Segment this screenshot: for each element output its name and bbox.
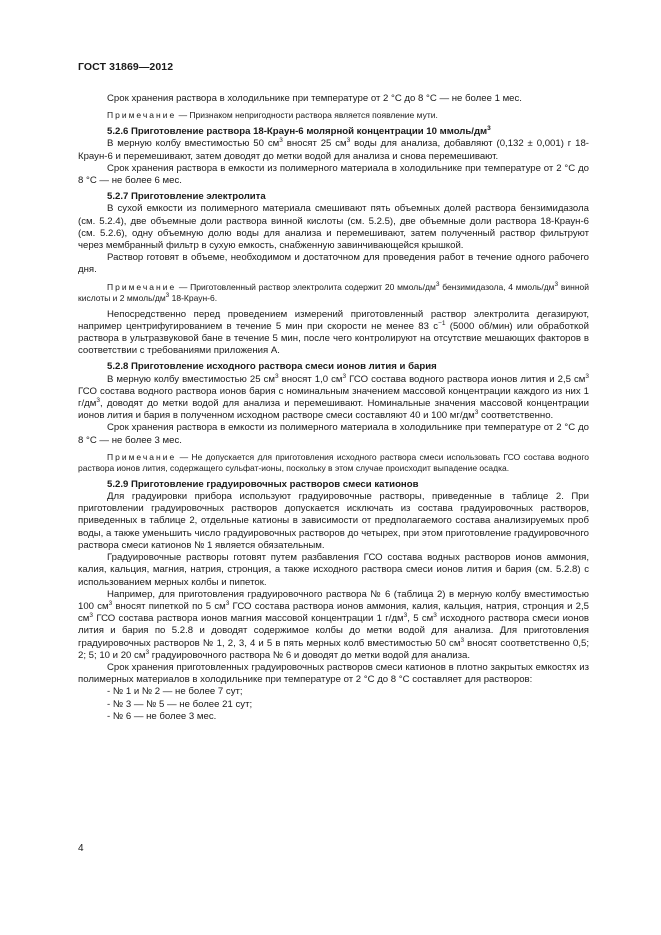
note — [78, 110, 589, 121]
note — [78, 282, 589, 304]
list-item: - № 6 — не более 3 мес. — [107, 710, 217, 722]
document-body — [78, 93, 589, 723]
section-heading: 5.2.6 Приготовление раствора 18-Краун-6 молярной концентрации 10 ммоль/$дм^3$ — [107, 125, 491, 138]
note — [78, 452, 589, 474]
document-header: ГОСТ 31869—2012 — [78, 61, 174, 73]
paragraph: Непосредственно перед проведением измерений приготовленный раствор электролита дегазируют, например центрифугированием в течение 5 мин при скорости не менее 83 $с^{-1}$ (5000 об/мин) или обработкой раствора в ультразвуковой бане в течение 5 мин, после чего контролируют на отсутствие мешающих факторов в соответствии с требованиями приложения А. — [78, 308, 589, 357]
page-number: 4 — [78, 843, 84, 854]
paragraph: Для градуировки прибора используют градуировочные растворы, приведенные в таблице 2. При приготовлении градуировочных растворов допускается исключать из состава градуировочных растворов, приведенных в таблице 2, отдельные катионы в зависимости от предполагаемого состава анализируемых проб воды, а также уменьшить число градуировочных растворов до четырех, при этом приготовление градуировочного раствора смеси катионов № 1 является обязательным. — [78, 491, 589, 551]
paragraph: В мерную колбу вместимостью 25 $см^3$ вносят 1,0 $см^3$ ГСО состава водного раствора ионов лития и 2,5 $см^3$ ГСО состава водного раствора ионов бария с номинальным значением массовой концентрации каждого из них 1 $г/дм^3$, доводят до метки водой для анализа и перемешивают. Номинальные значения массовой концентрации ионов лития и бария в полученном исходном растворе смеси составляют 40 и 100 $мг/дм^3$ соответственно. — [78, 372, 589, 422]
paragraph: Раствор готовят в объеме, необходимом и достаточном для проведения работ в течение одного рабочего дня. — [78, 252, 589, 276]
paragraph: В мерную колбу вместимостью 50 $см^3$ вносят 25 $см^3$ воды для анализа, добавляют (0,132 ± 0,001) г 18-Краун-6 и перемешивают, затем доводят до метки водой для анализа и снова перемешивают. — [78, 137, 589, 162]
paragraph: Срок хранения раствора в емкости из полимерного материала в холодильнике при температуре от 2 °С до 8 °С — не более 6 мес. — [78, 162, 589, 187]
note-label: Примечание — [107, 110, 177, 121]
paragraph: Срок хранения раствора в холодильнике при температуре от 2 °С до 8 °С — не более 1 мес. — [107, 93, 522, 104]
list-item: - № 1 и № 2 — не более 7 сут; — [107, 686, 243, 698]
section-heading: 5.2.7 Приготовление электролита — [107, 191, 266, 203]
paragraph: Градуировочные растворы готовят путем разбавления ГСО состава водных растворов ионов аммония, калия, кальция, магния, натрия, стронция, а также исходного раствора смеси ионов лития и бария (см. 5.2.8) с использованием мерных колбы и пипеток. — [78, 552, 589, 588]
section-heading: 5.2.8 Приготовление исходного раствора смеси ионов лития и бария — [107, 361, 437, 373]
note-text: — Не допускается для приготовления исходного раствора смеси использовать ГСО состава водного раствора ионов лития, содержащего сульфат-ионы, поскольку в этом случае происходит выпадение осадка. — [78, 451, 589, 473]
note-text: — Приготовленный раствор электролита содержит 20 ммоль/$дм^3$ бензимидазола, 4 ммоль/$дм^3$ винной кислоты и 2 ммоль/$дм^3$ 18-Краун-6. — [78, 280, 589, 303]
note-text: — Признаком непригодности раствора является появление мути. — [176, 110, 438, 121]
paragraph: Например, для приготовления градуировочного раствора № 6 (таблица 2) в мерную колбу вместимостью 100 $см^3$ вносят пипеткой по 5 $см^3$ ГСО состава раствора ионов аммония, калия, кальция, натрия, стронция и 2,5 $см^3$ ГСО состава раствора ионов магния массовой концентрации 1 $г/дм^3$, 5 $см^3$ исходного раствора смеси ионов лития и бария по 5.2.8 и доводят содержимое колбы до метки водой для анализа. Для приготовления градуировочных растворов № 1, 2, 3, 4 и 5 в пять мерных колб вместимостью 50 $см^3$ вносят соответственно 0,5; 2; 5; 10 и 20 $см^3$ градуировочного раствора № 6 и доводят до метки водой для анализа. — [78, 588, 589, 661]
paragraph: В сухой емкости из полимерного материала смешивают пять объемных долей раствора бензимидазола (см. 5.2.4), две объемные доли раствора винной кислоты (см. 5.2.5), две объемные доли раствора 18-Краун-6 (см. 5.2.6), одну объемную долю воды для анализа и перемешивают, затем полученный раствор фильтруют через мембранный фильтр в сухую емкость, снабженную завинчивающейся крышкой. — [78, 203, 589, 252]
paragraph: Срок хранения приготовленных градуировочных растворов смеси катионов в плотно закрытых емкостях из полимерных материалов в холодильнике при температуре от 2 °С до 8 °С составляет для растворов: — [78, 661, 589, 686]
note-label: Примечание — [107, 451, 177, 462]
note-label: Примечание — [107, 281, 177, 292]
section-heading: 5.2.9 Приготовление градуировочных растворов смеси катионов — [107, 478, 419, 490]
list-item: - № 3 — № 5 — не более 21 сут; — [107, 698, 253, 710]
paragraph: Срок хранения раствора в емкости из полимерного материала в холодильнике при температуре от 2 °С до 8 °С — не более 3 мес. — [78, 422, 589, 446]
